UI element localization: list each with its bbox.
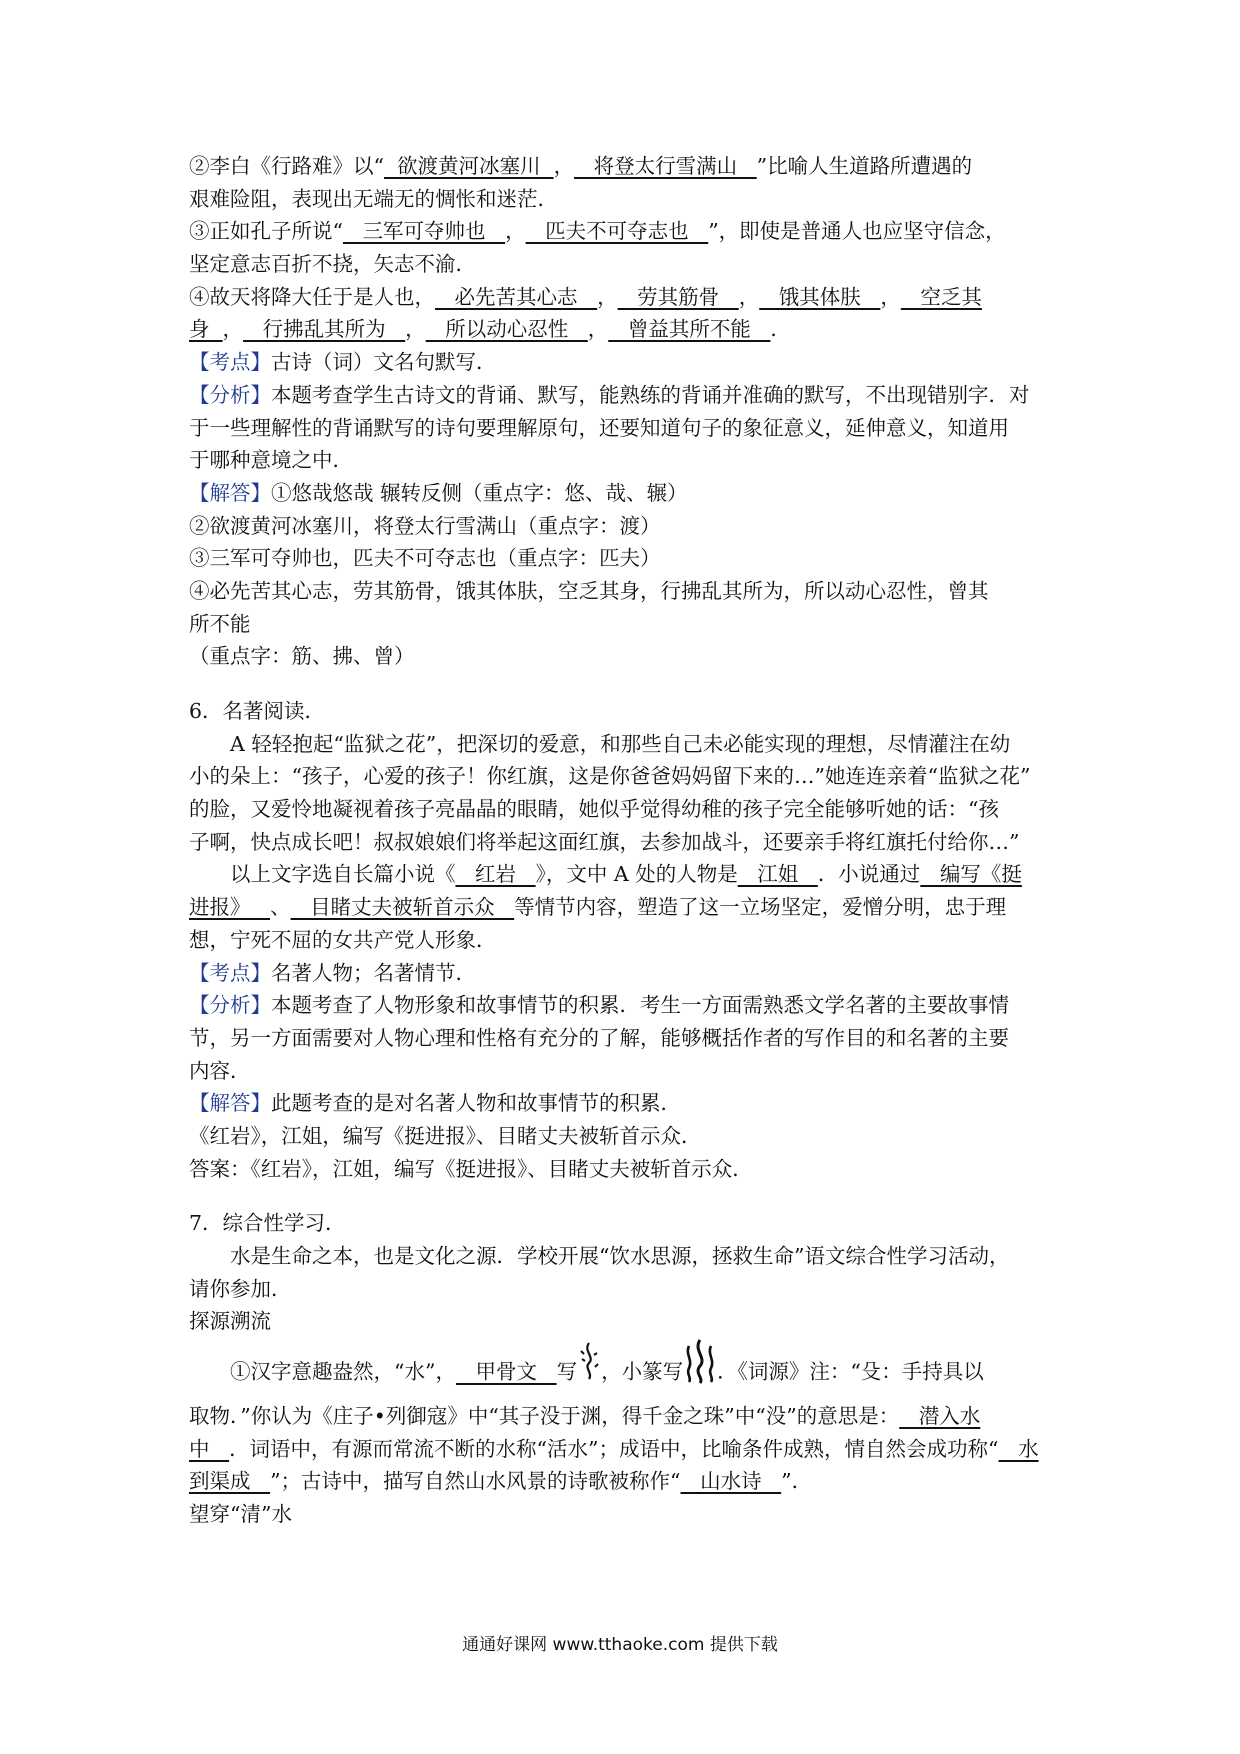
text: 取物．”你认为《庄子•列御寇》中“其子没于渊，得千金之珠”中“没”的意思是： xyxy=(189,1404,900,1429)
answer-blank: 山水诗 xyxy=(680,1469,782,1494)
text: ， xyxy=(880,284,901,309)
q5-jieda-line6: （重点字：筋、拂、曾） xyxy=(189,644,415,669)
answer-blank: 饿其体肤 xyxy=(759,284,881,309)
text: ”． xyxy=(781,1469,813,1494)
q6-title: 6．名著阅读． xyxy=(189,699,326,723)
q5-item2-line1 xyxy=(189,150,1059,183)
text: 以上文字选自长篇小说《 xyxy=(230,862,456,887)
q5-item3-line1 xyxy=(189,215,1059,248)
text: ．《词源》注：“殳：手持具以 xyxy=(717,1359,984,1384)
answer-blank: 必先苦其心志 xyxy=(435,284,598,309)
text: ”；古诗中，描写自然山水风景的诗歌被称作“ xyxy=(270,1469,681,1494)
answer-blank: 甲骨文 xyxy=(455,1359,557,1384)
jieda-tag: 【解答】 xyxy=(189,480,271,505)
answer-blank: 匹夫不可夺志也 xyxy=(525,219,709,244)
q6-jieda-line2: 《红岩》，江姐，编写《挺进报》、目睹丈夫被斩首示众． xyxy=(189,1123,702,1148)
q7-intro-line1: 水是生命之本，也是文化之源．学校开展“饮水思源，拯救生命”语文综合性学习活动， xyxy=(230,1244,1010,1268)
text: ”比喻人生道路所遭遇的 xyxy=(756,154,973,178)
q5-fenxi-line2: 于一些理解性的背诵默写的诗句要理解原句，还要知道句子的象征意义，延伸意义，知道用 xyxy=(189,415,1009,440)
seal-script-water-icon xyxy=(683,1338,717,1408)
q7-p1 xyxy=(189,1338,1059,1400)
answer-blank: 进报》 xyxy=(189,895,271,920)
q5-item4-line2 xyxy=(189,313,1059,346)
q5-jieda xyxy=(189,477,1059,510)
answer-blank: 空乏其 xyxy=(900,284,982,309)
answer-blank: 红岩 xyxy=(455,862,536,887)
text: 此题考查的是对名著人物和故事情节的积累． xyxy=(271,1091,681,1116)
text: ②李白《行路难》以“ xyxy=(189,154,384,178)
q7-p4 xyxy=(189,1465,1059,1498)
q7-title: 7．综合性学习． xyxy=(189,1211,346,1236)
q6-fenxi-line3: 内容． xyxy=(189,1058,251,1083)
answer-blank: 中 xyxy=(189,1436,230,1461)
q7-subheading-wangchuan: 望穿“清”水 xyxy=(189,1502,292,1527)
answer-blank: 水 xyxy=(998,1436,1039,1461)
text: ．词语中，有源而常流不断的水称“活水”；成语中，比喻条件成熟，情自然会成功称“ xyxy=(229,1436,999,1461)
q5-item3-line2: 坚定意志百折不挠，矢志不渝． xyxy=(189,252,476,277)
text: ． xyxy=(770,317,791,342)
q6-question-line3: 想，宁死不屈的女共产党人形象． xyxy=(189,927,497,952)
answer-blank: 身 xyxy=(189,317,223,342)
q6-passage-line3: 的脸，又爱怜地凝视着孩子亮晶晶的眼睛，她似乎觉得幼稚的孩子完全能够听她的话：“孩 xyxy=(189,797,999,822)
q5-item4-line1 xyxy=(189,281,1059,314)
q6-passage-line2: 小的朵上：“孩子，心爱的孩子！你红旗，这是你爸爸妈妈留下来的…”她连连亲着“监狱之花” xyxy=(189,764,1031,789)
text: ， xyxy=(597,284,618,309)
answer-blank: 劳其筋骨 xyxy=(617,284,739,309)
q6-question-line2 xyxy=(189,891,1059,924)
text: ①汉字意趣盎然，“水”， xyxy=(230,1359,456,1384)
text: 名著人物；名著情节． xyxy=(271,960,476,985)
text: ， xyxy=(222,317,244,342)
answer-blank: 三军可夺帅也 xyxy=(342,219,506,244)
text: ， xyxy=(738,284,760,309)
q5-jieda-line2: ②欲渡黄河冰塞川，将登太行雪满山（重点字：渡） xyxy=(189,513,661,538)
q7-intro-line2: 请你参加． xyxy=(189,1276,292,1301)
q5-item2-line2: 艰难险阻，表现出无端无的惆怅和迷茫． xyxy=(189,186,558,211)
q7-subheading-tanyuan: 探源溯流 xyxy=(189,1309,271,1334)
text: ③正如孔子所说“ xyxy=(189,219,343,244)
q6-jieda-line3: 答案：《红岩》，江姐，编写《挺进报》、目睹丈夫被斩首示众． xyxy=(189,1156,753,1181)
text: ， xyxy=(553,154,575,178)
q5-jieda-line5: 所不能 xyxy=(189,611,251,636)
text: ④故天将降大任于是人也， xyxy=(189,284,435,309)
q7-p2 xyxy=(189,1400,1059,1433)
answer-blank: 编写《挺 xyxy=(920,862,1022,887)
oracle-bone-water-icon xyxy=(577,1341,601,1405)
answer-blank: 潜入水 xyxy=(899,1404,981,1429)
q6-passage-line4: 子啊，快点成长吧！叔叔娘娘们将举起这面红旗，去参加战斗，还要亲手将红旗托付给你…” xyxy=(189,829,1020,854)
text: 古诗（词）文名句默写． xyxy=(271,350,497,375)
q6-question-line1 xyxy=(189,858,1059,891)
q5-fenxi xyxy=(189,379,1059,412)
q5-kaodian xyxy=(189,346,1059,379)
q5-jieda-line4: ④必先苦其心志，劳其筋骨，饿其体肤，空乏其身，行拂乱其所为，所以动心忍性，曾其 xyxy=(189,578,989,603)
text: ．小说通过 xyxy=(817,862,921,887)
q6-jieda xyxy=(189,1087,1059,1120)
kaodian-tag: 【考点】 xyxy=(189,350,271,375)
answer-blank: 行拂乱其所为 xyxy=(243,317,406,342)
jieda-tag: 【解答】 xyxy=(189,1091,271,1116)
text: 写 xyxy=(556,1359,578,1384)
text: ，小篆写 xyxy=(601,1359,684,1384)
text: ①悠哉悠哉 辗转反侧（重点字：悠、哉、辗） xyxy=(271,480,688,505)
text: 本题考查了人物形象和故事情节的积累．考生一方面需熟悉文学名著的主要故事情 xyxy=(271,993,1009,1018)
answer-blank: 江姐 xyxy=(737,862,818,887)
footer-source: 通通好课网 www.tthaoke.com 提供下载 xyxy=(462,1635,778,1655)
text: ， xyxy=(505,219,526,244)
q5-jieda-line3: ③三军可夺帅也，匹夫不可夺志也（重点字：匹夫） xyxy=(189,546,661,571)
answer-blank: 目睹丈夫被斩首示众 xyxy=(290,895,515,920)
q6-passage-line1: A 轻轻抱起“监狱之花”，把深切的爱意，和那些自己未必能实现的理想，尽情灌注在幼 xyxy=(230,731,1011,756)
fenxi-tag: 【分析】 xyxy=(189,993,271,1018)
text: ， xyxy=(405,317,426,342)
text: 、 xyxy=(270,895,291,920)
document-body xyxy=(189,150,1059,1531)
q7-p3 xyxy=(189,1433,1059,1466)
answer-blank: 所以动心忍性 xyxy=(425,317,588,342)
answer-blank: 到渠成 xyxy=(189,1469,271,1494)
q6-fenxi xyxy=(189,989,1059,1022)
text: 等情节内容，塑造了这一立场坚定，爱憎分明，忠于理 xyxy=(514,895,1007,920)
answer-blank: 将登太行雪满山 xyxy=(574,154,757,178)
answer-blank: 欲渡黄河冰塞川 xyxy=(383,154,554,178)
text: 本题考查学生古诗文的背诵、默写，能熟练的背诵并准确的默写，不出现错别字．对 xyxy=(271,382,1030,407)
fenxi-tag: 【分析】 xyxy=(189,382,271,407)
kaodian-tag: 【考点】 xyxy=(189,960,271,985)
q6-kaodian xyxy=(189,957,1059,990)
text: ”，即使是普通人也应坚守信念， xyxy=(708,219,1006,244)
q6-fenxi-line2: 节，另一方面需要对人物心理和性格有充分的了解，能够概括作者的写作目的和名著的主要 xyxy=(189,1025,1009,1050)
text: ， xyxy=(587,317,609,342)
answer-blank: 曾益其所不能 xyxy=(608,317,771,342)
q5-fenxi-line3: 于哪种意境之中． xyxy=(189,448,353,473)
text: 》，文中 A 处的人物是 xyxy=(535,862,738,887)
